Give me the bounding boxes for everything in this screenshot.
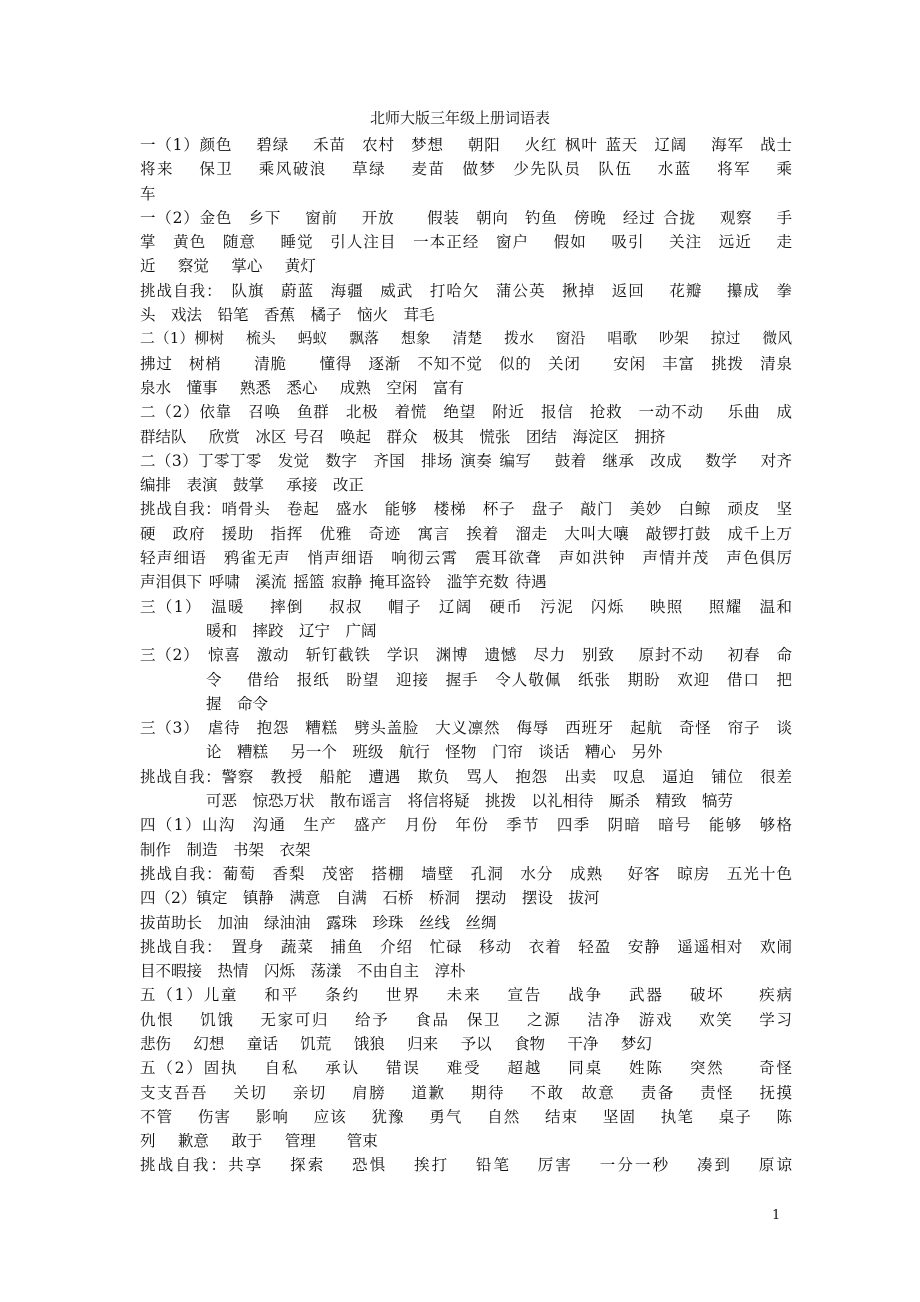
word-list-line: 编排 表演 鼓掌 承接 改正 [140, 476, 364, 495]
word-list-line: 泉水 懂事 熟悉 悉心 成熟 空闲 富有 [140, 378, 464, 397]
word-list-line: 声泪俱下 呼啸 溪流 摇篮 寂静 掩耳盗铃 滥竽充数 待遇 [140, 573, 547, 592]
word-list-line: 悲伤 幻想 童话 饥荒 饿狼 归来 予以 食物 干净 梦幻 [140, 1034, 652, 1053]
word-list-line: 三（2） 惊喜 激动 斩钉截铁 学识 渊博 遗憾 尽力 别致 原封不动 初春 命 [140, 646, 792, 665]
word-list-line: 挑战自我：葡萄 香梨 茂密 搭棚 墙壁 孔洞 水分 成熟 好客 晾房 五光十色 [140, 864, 792, 883]
word-list-line: 二（1）柳树 梳头 蚂蚁 飘落 想象 清楚 拨水 窗沿 唱歌 吵架 掠过 微风 [140, 330, 792, 348]
word-list-line: 握 命令 [206, 694, 269, 713]
word-list-line: 三（1） 温暖 摔倒 叔叔 帽子 辽阔 硬币 污泥 闪烁 映照 照耀 温和 [140, 597, 792, 616]
word-list-line: 硬 政府 援助 指挥 优雅 奇迹 寓言 挨着 溜走 大叫大嚷 敲锣打鼓 成千上万 [140, 524, 792, 543]
word-list-line: 车 [140, 184, 156, 203]
word-list-line: 将来 保卫 乘风破浪 草绿 麦苗 做梦 少先队员 队伍 水蓝 将军 乘 [140, 160, 792, 179]
page-number: 1 [772, 1208, 781, 1223]
word-list-line: 群结队 欣赏 冰区 号召 唤起 群众 极其 慌张 团结 海淀区 拥挤 [140, 427, 666, 446]
word-list-line: 四（2）镇定 镇静 满意 自满 石桥 桥洞 摆动 摆设 拔河 [140, 889, 600, 908]
word-list-line: 支支吾吾 关切 亲切 肩膀 道歉 期待 不敢 故意 责备 责怪 抚摸 [140, 1083, 792, 1102]
document-title: 北师大版三年级上册词语表 [369, 109, 550, 127]
word-list-line: 仇恨 饥饿 无家可归 给予 食品 保卫 之源 洁净 游戏 欢笑 学习 [140, 1010, 792, 1029]
word-list-line: 挑战自我：共享 探索 恐惧 挨打 铅笔 厉害 一分一秒 凑到 原谅 [140, 1156, 792, 1175]
word-list-line: 可恶 惊恐万状 散布谣言 将信将疑 挑拨 以礼相待 厮杀 精致 犒劳 [206, 792, 734, 811]
word-list-line: 头 戏法 铅笔 香蕉 橘子 恼火 茸毛 [140, 306, 435, 325]
word-list-line: 二（3）丁零丁零 发觉 数字 齐国 排场 演奏 编写 鼓着 继承 改成 数学 对齐 [140, 451, 792, 470]
word-list-line: 挑战自我：警察 教授 船舵 遭遇 欺负 骂人 抱怨 出卖 叹息 逼迫 铺位 很差 [140, 767, 792, 786]
word-list-line: 挑战自我：哨骨头 卷起 盛水 能够 楼梯 杯子 盘子 敲门 美妙 白鲸 顽皮 坚 [140, 500, 792, 519]
word-list-line: 一（1）颜色 碧绿 禾苗 农村 梦想 朝阳 火红 枫叶 蓝天 辽阔 海军 战士 [140, 136, 792, 154]
word-list-line: 五（2）固执 自私 承认 错误 难受 超越 同桌 姓陈 突然 奇怪 [140, 1059, 792, 1078]
word-list-line: 拂过 树梢 清脆 懂得 逐渐 不知不觉 似的 关闭 安闲 丰富 挑拨 清泉 [140, 354, 792, 373]
word-list-line: 目不暇接 热情 闪烁 荡漾 不由自主 淳朴 [140, 962, 466, 981]
word-list-line: 近 察觉 掌心 黄灯 [140, 257, 316, 276]
word-list-line: 二（2）依靠 召唤 鱼群 北极 着慌 绝望 附近 报信 抢救 一动不动 乐曲 成 [140, 403, 792, 422]
word-list-line: 列 歉意 敢于 管理 管束 [140, 1132, 378, 1151]
word-list-line: 暖和 摔跤 辽宁 广阔 [206, 621, 377, 640]
word-list-line: 令 借给 报纸 盼望 迎接 握手 令人敬佩 纸张 期盼 欢迎 借口 把 [206, 670, 792, 689]
word-list-line: 论 糟糕 另一个 班级 航行 怪物 门帘 谈话 糟心 另外 [206, 743, 663, 762]
word-list-line: 轻声细语 鸦雀无声 悄声细语 响彻云霄 震耳欲聋 声如洪钟 声情并茂 声色俱厉 [140, 549, 792, 568]
word-list-line: 四（1）山沟 沟通 生产 盛产 月份 年份 季节 四季 阴暗 暗号 能够 够格 [140, 816, 792, 835]
word-list-line: 三（3） 虐待 抱怨 糟糕 劈头盖脸 大义凛然 侮辱 西班牙 起航 奇怪 帘子 谈 [140, 719, 792, 738]
word-list-line: 一（2）金色 乡下 窗前 开放 假装 朝向 钓鱼 傍晚 经过 合拢 观察 手 [140, 208, 792, 227]
word-list-line: 制作 制造 书架 衣架 [140, 840, 311, 859]
word-list-line: 五（1）儿童 和平 条约 世界 未来 宣告 战争 武器 破坏 疾病 [140, 986, 792, 1005]
word-list-line: 挑战自我： 置身 蔬菜 捕鱼 介绍 忙碌 移动 衣着 轻盈 安静 遥遥相对 欢闹 [140, 937, 792, 956]
word-list-line: 掌 黄色 随意 睡觉 引人注目 一本正经 窗户 假如 吸引 关注 远近 走 [140, 233, 792, 252]
word-list-body [140, 133, 792, 1178]
word-list-line: 拔苗助长 加油 绿油油 露珠 珍珠 丝线 丝绸 [140, 913, 497, 932]
word-list-line: 挑战自我： 队旗 蔚蓝 海疆 威武 打哈欠 蒲公英 揪掉 返回 花瓣 攥成 拳 [140, 281, 792, 300]
word-list-line: 不管 伤害 影响 应该 犹豫 勇气 自然 结束 坚固 执笔 桌子 陈 [140, 1107, 792, 1126]
